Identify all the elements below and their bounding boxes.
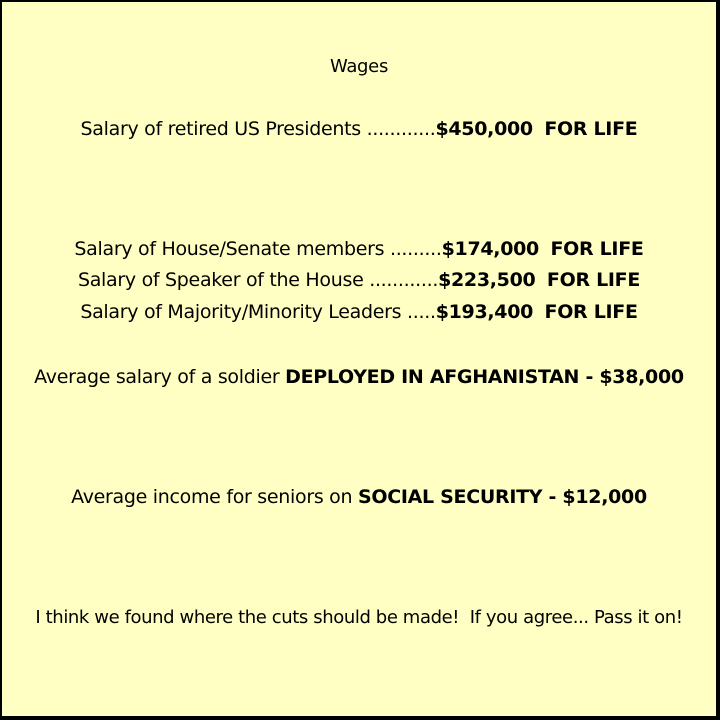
speaker-salary-label: Salary of Speaker of the House (77, 269, 370, 291)
seniors-income-line (2, 488, 716, 507)
presidents-salary-amount: $450,000 (435, 118, 533, 140)
wages-poster (2, 2, 716, 716)
congress-salary-line (2, 240, 716, 259)
leaders-salary-line (2, 303, 716, 322)
presidents-salary-line (2, 120, 716, 139)
congress-salary-suffix: FOR LIFE (550, 238, 644, 260)
leaders-salary-dots: ..... (406, 301, 436, 323)
presidents-salary-suffix: FOR LIFE (544, 118, 638, 140)
soldier-salary-line (2, 368, 716, 387)
speaker-salary-amount: $223,500 (438, 269, 536, 291)
soldier-salary-prefix: Average salary of a soldier (34, 366, 286, 388)
seniors-income-emphasis: SOCIAL SECURITY - $12,000 (357, 486, 647, 508)
speaker-salary-line (2, 271, 716, 290)
congress-salary-dots: ......... (389, 238, 442, 260)
speaker-salary-dots: ............ (369, 269, 439, 291)
leaders-salary-amount: $193,400 (435, 301, 534, 323)
closing-message: I think we found where the cuts should be made! If you agree... Pass it on! (35, 607, 683, 628)
leaders-salary-suffix: FOR LIFE (544, 301, 638, 323)
congress-salary-amount: $174,000 (441, 238, 539, 260)
poster-title: Wages (329, 56, 389, 77)
seniors-income-prefix: Average income for seniors on (71, 486, 358, 508)
speaker-salary-suffix: FOR LIFE (546, 269, 641, 291)
congress-salary-label: Salary of House/Senate members (74, 238, 390, 260)
presidents-salary-dots: ............ (366, 118, 436, 140)
presidents-salary-label: Salary of retired US Presidents (80, 118, 367, 140)
soldier-salary-emphasis: DEPLOYED IN AFGHANISTAN - $38,000 (285, 366, 684, 388)
leaders-salary-label: Salary of Majority/Minority Leaders (80, 301, 407, 323)
